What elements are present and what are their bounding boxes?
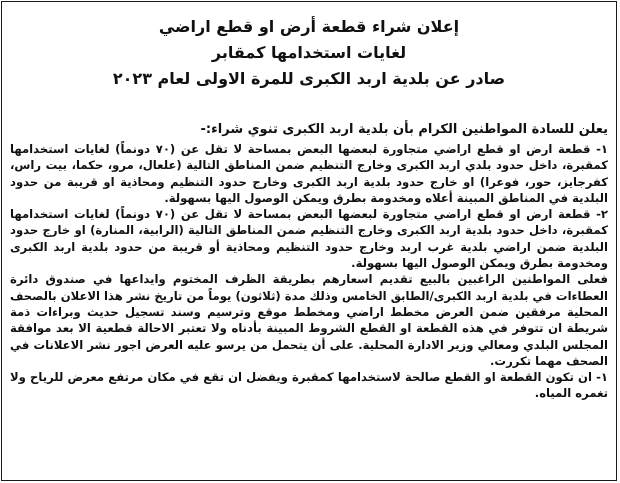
notice-subtitle: لغايات استخدامها كمقابر: [211, 43, 407, 62]
notice-intro: يعلن للسادة المواطنين الكرام بأن بلدية اربد الكبرى تنوي شراء:-: [200, 122, 608, 137]
notice-frame: [1, 1, 617, 481]
notice-condition-1: ١- ان تكون القطعة او القطع صالحة لاستخدامها كمقبرة ويفضل ان تقع في مكان مرتفع معرض للرياح ولا تغمره المياه.: [10, 370, 608, 401]
notice-item-1: ١- قطعة ارض او قطع اراضي متجاورة لبعضها البعض بمساحة لا تقل عن (٧٠ دونماً) لغايات استخدامها كمقبرة، داخل حدود بلدي اربد الكبرى وخارج التنظيم ضمن المناطق التالية (علعال، مرو، حكما، بيت راس، كفرجايز، حور، فوعرا) او خارج حدود بلدية اربد الكبرى وخارج حدود التنظيم ومحاذية او قريبة من حدود البلدية في المناطق المبينة أعلاه ومخدومة بطرق ويمكن الوصول اليها بسهولة.: [10, 142, 608, 205]
notice-title: إعلان شراء قطعة أرض او قطع اراضي: [158, 17, 460, 36]
notice-header: [32, 14, 586, 92]
notice-submission-terms: فعلى المواطنين الراغبين بالبيع تقديم اسعارهم بطريقة الظرف المختوم وايداعها في صندوق دائرة العطاءات في بلدية اربد الكبرى/الطابق الخامس وذلك مدة (ثلاثون) يوماً من تاريخ نشر هذا الاعلان بالصحف المحلية مرفقين ضمن العرض مخطط اراضي ومخطط موقع وترسيم وسند تسجيل حديث وبراءات ذمة شريطة ان تتوفر في هذه القطعة او القطع الشروط المبينة بأدناه ولا تعتبر الاحالة قطعية الا بعد موافقة المجلس البلدي ومعالي وزير الادارة المحلية. على أن يتحمل من يرسو عليه العرض اجور نشر الاعلانات في الصحف مهما تكررت.: [10, 272, 608, 368]
notice-body: [10, 120, 608, 402]
notice-issuer: صادر عن بلدية اربد الكبرى للمرة الاولى لعام ٢٠٢٣: [112, 69, 506, 88]
notice-item-2: ٢- قطعة ارض او قطع اراضي متجاورة لبعضها البعض بمساحة لا تقل عن (٧٠ دونماً) لغايات استخدامها كمقبرة، داخل حدود بلدية اربد الكبرى وخارج التنظيم ضمن المناطق التالية (الرابية، المنارة) او خارج حدود البلدية ضمن اراضي بلدية غرب اربد وخارج حدود التنظيم ومحاذية أو قريبة من حدود بلدية اربد الكبرى ومخدومة بطرق ويمكن الوصول اليها بسهولة.: [10, 207, 608, 271]
